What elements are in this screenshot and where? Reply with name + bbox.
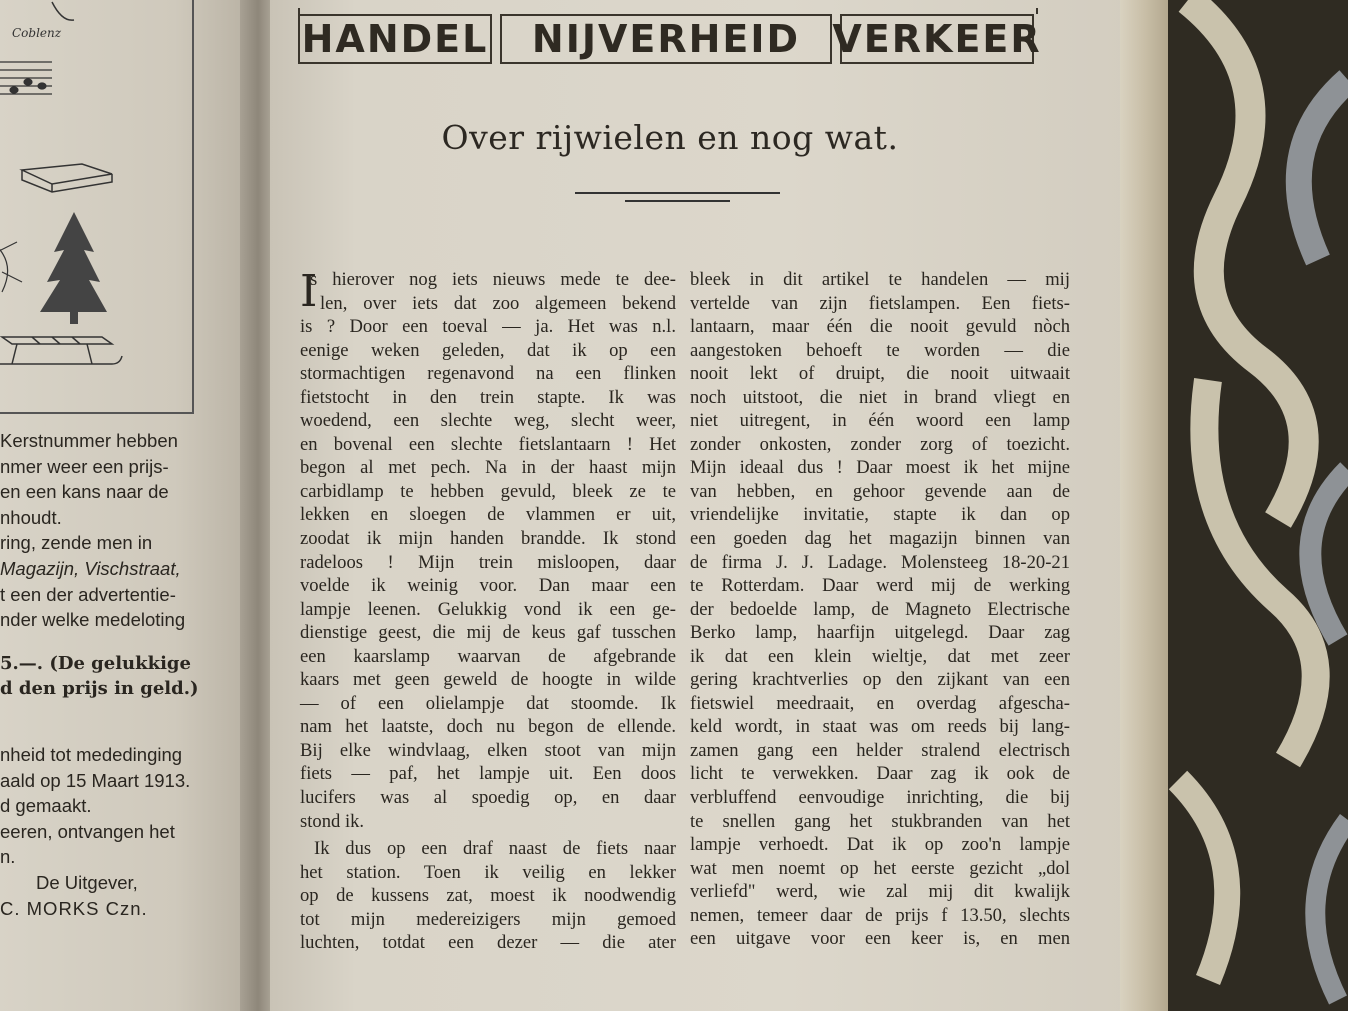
text-line: gering krachtverlies op den zijkant van een <box>690 669 1070 691</box>
left-line: C. MORKS Czn. <box>0 897 148 919</box>
text-line: fietswiel meedraait, en overdag afgescha- <box>690 692 1070 714</box>
left-line: n. <box>0 846 16 868</box>
text-line: nooit lekt of druipt, die nooit uitwaait <box>690 363 1070 385</box>
drop-cap: I <box>300 266 318 317</box>
left-page <box>0 0 250 1011</box>
sled-icon <box>0 337 122 364</box>
section-banner <box>298 8 1042 61</box>
text-line: zamen gang een helder stralend electrisch <box>690 739 1070 761</box>
music-notes-icon <box>0 62 52 94</box>
text-line: en bovenal een slechte fietslantaarn ! Het <box>300 433 676 455</box>
left-line: t een der advertentie- <box>0 583 176 605</box>
text-line: lucifers was al spoedig op, en daar <box>300 787 676 809</box>
text-line: lantaarn, maar één die nooit gevuld nòch <box>690 316 1070 338</box>
illustration-drawings <box>0 0 192 412</box>
text-line: het station. Toen ik veilig en lekker <box>300 861 676 883</box>
text-line: zonder onkosten, zonder zorg of toezicht. <box>690 433 1070 455</box>
text-line: noch uitstoot, die niet in brand vliegt en <box>690 386 1070 408</box>
article-column-1 <box>300 268 676 955</box>
text-line: Berko lamp, haarfijn uitgelegd. Daar zag <box>690 622 1070 644</box>
text-line: kaars met geen geweld de hoogte in wilde <box>300 669 676 691</box>
text-line: nemen, temeer daar de prijs f 13.50, slechts <box>690 904 1070 926</box>
left-line: en een kans naar de <box>0 481 169 503</box>
text-line: dienstige geest, die mij de keus gaf tusschen <box>300 622 676 644</box>
left-line: nmer weer een prijs- <box>0 455 169 477</box>
title-rule-short <box>625 200 730 202</box>
left-line-bold: 5.—. (De gelukkige <box>0 652 191 674</box>
text-line: keld wordt, in staat was om reeds bij lang- <box>690 716 1070 738</box>
text-line: Mijn ideaal dus ! Daar moest ik het mijne <box>690 457 1070 479</box>
left-line: Kerstnummer hebben <box>0 430 178 451</box>
text-line: is ? Door een toeval — ja. Het was n.l. <box>300 316 676 338</box>
insect-icon <box>0 242 22 292</box>
text-line: de firma J. J. Ladage. Molensteeg 18-20-21 <box>690 551 1070 573</box>
left-line: nhoudt. <box>0 506 62 528</box>
banner-nijverheid: NIJVERHEID <box>500 14 832 64</box>
text-line: lampje verhoedt. Dat ik op zoo'n lampje <box>690 834 1070 856</box>
text-line: te Rotterdam. Daar werd mij de werking <box>690 575 1070 597</box>
text-line: wat men noemt op het eerste gezicht „dol <box>690 857 1070 879</box>
text-line: Bij elke windvlaag, elken stoot van mijn <box>300 739 676 761</box>
text-line: voelde ik weinig voor. Dan maar een <box>300 575 676 597</box>
title-rule-long <box>575 192 780 194</box>
text-line: der bedoelde lamp, de Magneto Electrische <box>690 598 1070 620</box>
article-column-2 <box>690 268 1070 951</box>
text-line: vriendelijke invitatie, stapte ik dan op <box>690 504 1070 526</box>
text-line: tot mijn medereizigers mijn gemoed <box>300 908 676 930</box>
text-line: niet uitregent, in één woord een lamp <box>690 410 1070 432</box>
text-line: s hierover nog iets nieuws mede te dee- <box>310 269 676 290</box>
left-line-bold: d den prijs in geld.) <box>0 678 199 700</box>
text-line: lekken en sloegen de vlammen er uit, <box>300 504 676 526</box>
left-line: Magazijn, Vischstraat, <box>0 557 181 579</box>
left-page-text <box>0 428 245 921</box>
article-title: Over rijwielen en nog wat. <box>441 118 899 157</box>
text-line: len, over iets dat zoo algemeen bekend <box>320 292 676 314</box>
text-line: stormachtigen regenavond na een flinken <box>300 363 676 385</box>
left-line: nder welke medeloting <box>0 609 186 631</box>
text-line: bleek in dit artikel te handelen — mij <box>690 269 1070 290</box>
book-cover <box>1168 0 1348 1011</box>
text-line: lampje leenen. Gelukkig vond ik een ge- <box>300 598 676 620</box>
text-line: een uitgave voor een keer is, en men <box>690 928 1070 950</box>
cover-ornament <box>1168 0 1348 1011</box>
text-line: een kaarslamp waarvan de afgebrande <box>300 645 676 667</box>
text-line: — of een olielampje dat stoomde. Ik <box>300 692 676 714</box>
text-line: eenige weken geleden, dat ik op een <box>300 339 676 361</box>
book-icon <box>22 164 112 192</box>
text-line: carbidlamp te hebben gevuld, bleek ze te <box>300 480 676 502</box>
text-line: stond ik. <box>300 810 365 832</box>
text-line: te snellen gang het stukbranden van het <box>690 810 1070 832</box>
left-line: ring, zende men in <box>0 532 153 554</box>
text-line: zoodat ik mijn handen brandde. Ik stond <box>300 528 676 550</box>
illustration-box <box>0 0 194 414</box>
text-line: begon al met pech. Na in der haast mijn <box>300 457 676 479</box>
text-line: woedend, een slechte weg, slecht weer, <box>300 410 676 432</box>
left-line: d gemaakt. <box>0 795 92 817</box>
illustration-label: Coblenz <box>12 26 62 40</box>
text-line: van hebben, en gehoor gevende aan de <box>690 480 1070 502</box>
text-line: luchten, totdat een dezer — die ater <box>300 932 676 954</box>
text-line: vertelde van zijn fietslampen. Een fiets- <box>690 292 1070 314</box>
left-line: De Uitgever, <box>36 871 138 893</box>
text-line: ik dat een klein wieltje, dat met zeer <box>690 645 1070 667</box>
left-line: eeren, ontvangen het <box>0 820 175 842</box>
text-line: verbluffend eenvoudige inrichting, die bij <box>690 787 1070 809</box>
text-line: licht te verwekken. Daar zag ik ook de <box>690 763 1070 785</box>
text-line: nam het laatste, doch nu begon de ellende. <box>300 716 676 738</box>
text-line: verliefd" werd, wie zal mij dit kwalijk <box>690 881 1070 903</box>
banner-verkeer: VERKEER <box>840 14 1034 64</box>
christmas-tree-icon <box>40 212 107 324</box>
text-line: Ik dus op een draf naast de fiets naar <box>314 838 676 860</box>
text-line: aangestoken behoeft te worden — die <box>690 339 1070 361</box>
text-line: op de kussens zat, moest ik noodwendig <box>300 885 676 907</box>
text-line: radeloos ! Mijn trein misloopen, daar <box>300 551 676 573</box>
text-line: fiets — paf, het lampje uit. Een doos <box>300 763 676 785</box>
left-line: nheid tot mededinging <box>0 743 183 765</box>
left-line: aald op 15 Maart 1913. <box>0 769 191 791</box>
banner-handel: HANDEL <box>298 14 492 64</box>
left-gap <box>0 702 245 742</box>
text-line: fietstocht in den trein stapte. Ik was <box>300 386 676 408</box>
left-gap <box>0 633 245 651</box>
text-line: een goeden dag het magazijn binnen van <box>690 528 1070 550</box>
main-page <box>270 0 1130 1011</box>
